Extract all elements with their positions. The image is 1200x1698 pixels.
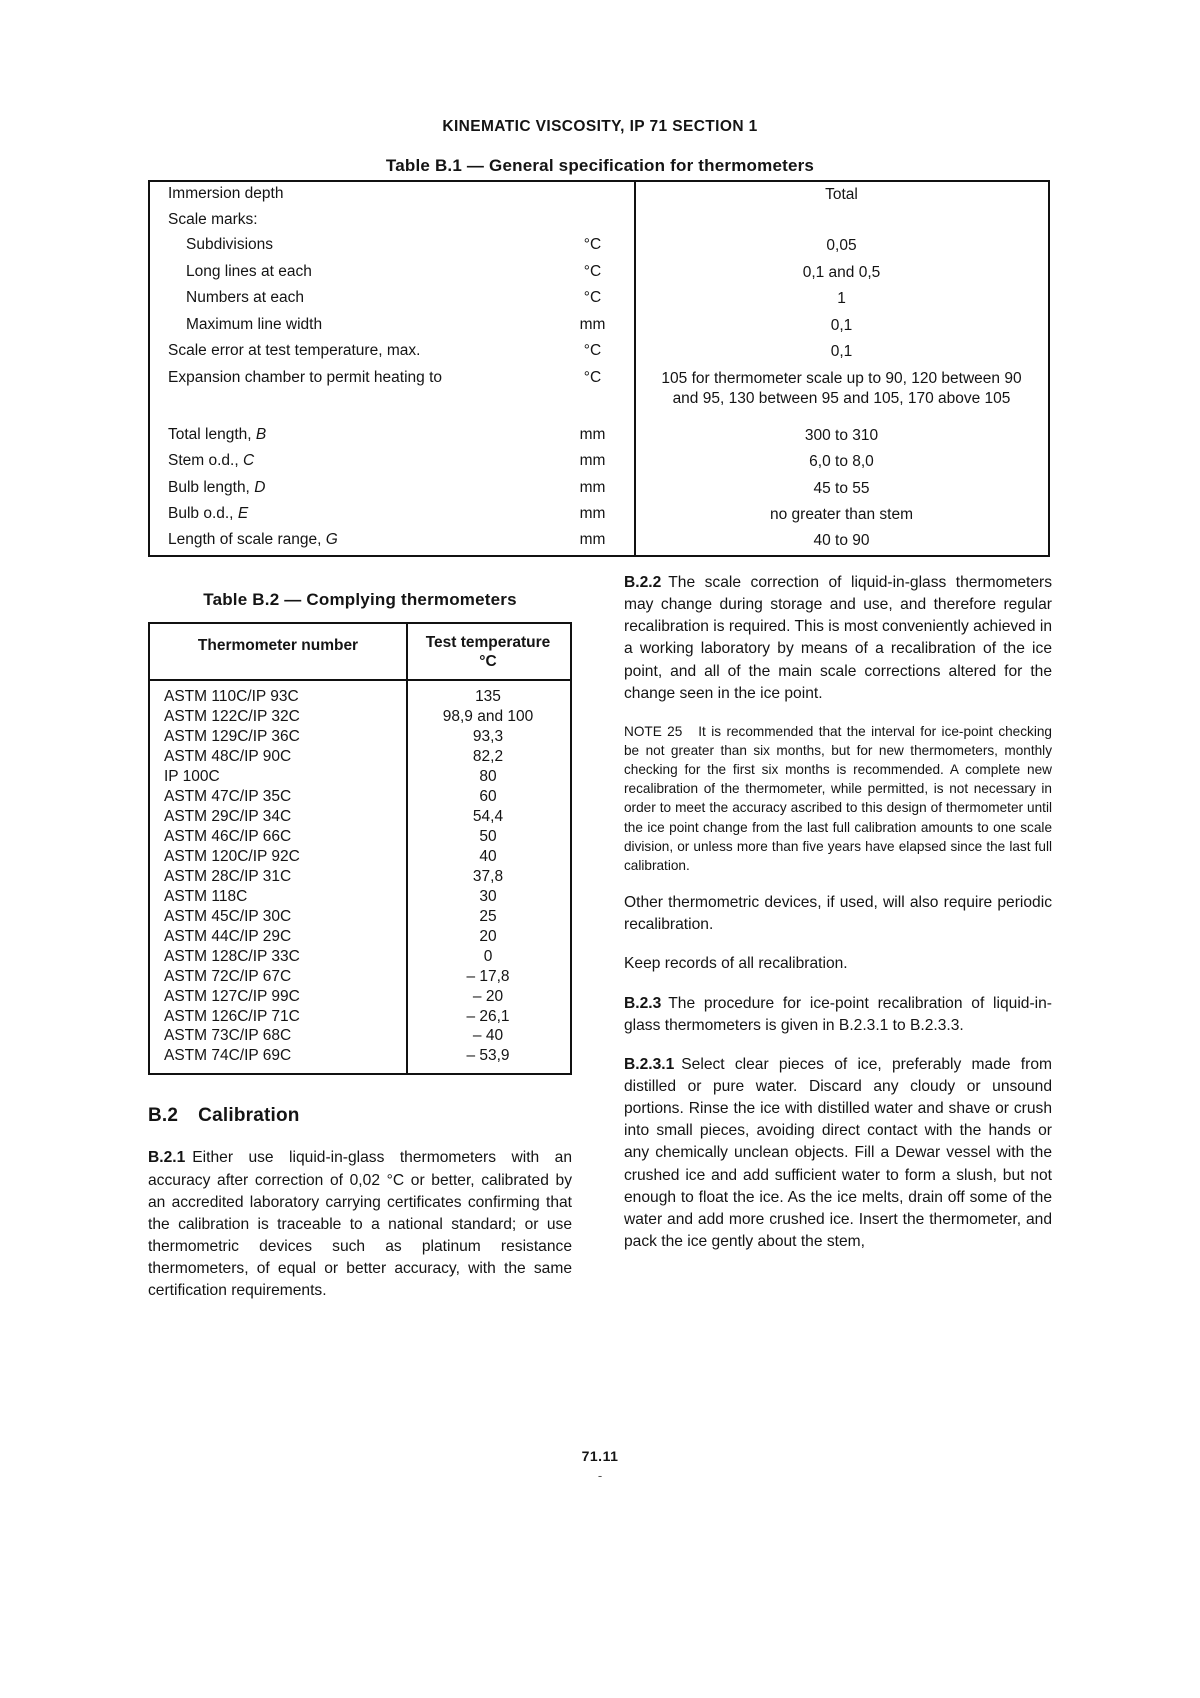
table-b1-label: Scale error at test temperature, max. bbox=[168, 342, 421, 360]
table-row bbox=[150, 1007, 570, 1027]
table-b1-unit bbox=[550, 208, 635, 214]
paragraph-b22 bbox=[624, 572, 1052, 705]
note-25 bbox=[624, 722, 1052, 875]
section-number: B.2 bbox=[148, 1105, 179, 1127]
table-b1-label-text: Stem o.d., bbox=[168, 452, 239, 470]
thermometer-number: ASTM 122C/IP 32C bbox=[164, 707, 300, 725]
thermometer-number: ASTM 74C/IP 69C bbox=[164, 1047, 292, 1065]
table-row bbox=[150, 927, 570, 947]
table-row bbox=[150, 366, 1048, 413]
thermometer-number: ASTM 73C/IP 68C bbox=[164, 1027, 292, 1045]
test-temperature: 37,8 bbox=[472, 867, 504, 885]
thermometer-number: ASTM 28C/IP 31C bbox=[164, 867, 292, 885]
test-temperature: 0 bbox=[483, 947, 493, 965]
table-row bbox=[150, 423, 1048, 449]
table-b1-symbol: G bbox=[325, 531, 338, 549]
table-b1-value: 1 bbox=[837, 290, 846, 308]
table-b1-value: 40 to 90 bbox=[813, 532, 870, 550]
table-b1-value: 6,0 to 8,0 bbox=[809, 453, 874, 471]
table-row bbox=[150, 687, 570, 707]
table-row bbox=[150, 1026, 570, 1046]
table-b1-unit: mm bbox=[579, 315, 606, 333]
table-b2-body bbox=[150, 681, 570, 1074]
table-b1-unit: °C bbox=[583, 342, 602, 360]
test-temperature: 135 bbox=[475, 687, 501, 705]
table-b2-header-temperature-line1: Test temperature bbox=[425, 634, 551, 651]
table-row bbox=[150, 339, 1048, 365]
table-row bbox=[150, 1046, 570, 1066]
thermometer-number: ASTM 118C bbox=[164, 887, 248, 905]
table-row bbox=[150, 847, 570, 867]
table-b1-caption: Table B.1 — General specification for thermometers bbox=[385, 156, 815, 175]
table-row bbox=[150, 727, 570, 747]
table-b2-header-temperature bbox=[406, 624, 570, 679]
thermometer-number: ASTM 48C/IP 90C bbox=[164, 747, 292, 765]
table-row bbox=[150, 767, 570, 787]
table-b1-label-text: Bulb length, bbox=[168, 478, 250, 496]
table-row bbox=[150, 987, 570, 1007]
table-row bbox=[150, 182, 1048, 208]
table-row bbox=[150, 313, 1048, 339]
thermometer-number: ASTM 46C/IP 66C bbox=[164, 827, 292, 845]
table-b1-unit: °C bbox=[583, 262, 602, 280]
paragraph-b21 bbox=[148, 1147, 572, 1302]
thermometer-number: ASTM 110C/IP 93C bbox=[164, 687, 299, 705]
table-row bbox=[150, 787, 570, 807]
table-row bbox=[150, 528, 1048, 554]
table-b1-label bbox=[150, 502, 550, 526]
table-row bbox=[150, 747, 570, 767]
table-b1-label: Maximum line width bbox=[186, 315, 323, 333]
test-temperature: – 20 bbox=[472, 987, 504, 1005]
left-column bbox=[148, 590, 572, 1319]
test-temperature: 30 bbox=[479, 887, 497, 905]
paragraph-b23-lead: B.2.3 bbox=[624, 994, 662, 1012]
table-row bbox=[150, 208, 1048, 233]
table-b1-value: no greater than stem bbox=[769, 505, 914, 523]
thermometer-number: ASTM 127C/IP 99C bbox=[164, 987, 300, 1005]
test-temperature: 93,3 bbox=[472, 727, 504, 745]
test-temperature: – 53,9 bbox=[466, 1047, 510, 1065]
test-temperature: 80 bbox=[479, 767, 497, 785]
table-b2 bbox=[148, 622, 572, 1075]
table-b2-vertical-rule bbox=[406, 624, 408, 1073]
table-b2-header-temperature-unit: °C bbox=[479, 653, 497, 671]
section-heading-b2 bbox=[148, 1105, 572, 1127]
table-b1-value: 0,05 bbox=[826, 237, 857, 255]
table-b1-value: 0,1 bbox=[830, 316, 853, 334]
paragraph-other-devices: Other thermometric devices, if used, will also require periodic recalibration. bbox=[624, 894, 1052, 934]
footer-mark: - bbox=[597, 1468, 603, 1483]
table-b1-unit: °C bbox=[583, 368, 602, 386]
paragraph-b21-text: Either use liquid-in-glass thermometers with an accuracy after correction of 0,02 °C or better, calibrated by an accredited laboratory carrying certificates confirming that the calibration is traceable to a national standard; or use thermometric devices such as platinum resistance thermometers, of equal or better accuracy, with the same certification requirements. bbox=[148, 1149, 572, 1300]
table-b1-unit: °C bbox=[583, 289, 602, 307]
table-row bbox=[150, 887, 570, 907]
table-row bbox=[150, 867, 570, 887]
test-temperature: 40 bbox=[479, 847, 497, 865]
test-temperature: – 26,1 bbox=[466, 1007, 510, 1025]
paragraph-b22-lead: B.2.2 bbox=[624, 574, 662, 591]
test-temperature: – 17,8 bbox=[466, 967, 510, 985]
test-temperature: 20 bbox=[479, 927, 497, 945]
table-b1-label bbox=[150, 423, 550, 447]
test-temperature: 82,2 bbox=[472, 747, 504, 765]
table-b1-symbol: E bbox=[237, 504, 249, 522]
table-b1-label bbox=[150, 528, 550, 552]
table-row bbox=[150, 286, 1048, 312]
page-number: 71.11 bbox=[581, 1448, 619, 1464]
table-b1-label bbox=[150, 449, 550, 473]
table-b1-spacer bbox=[150, 413, 1048, 423]
table-b1-value: 45 to 55 bbox=[813, 479, 870, 497]
table-b1-label: Expansion chamber to permit heating to bbox=[168, 368, 442, 386]
table-b1-unit bbox=[550, 182, 635, 188]
table-b2-header-thermometer: Thermometer number bbox=[197, 637, 359, 654]
table-b1-unit: mm bbox=[579, 478, 606, 496]
thermometer-number: ASTM 44C/IP 29C bbox=[164, 927, 292, 945]
paragraph-b21-lead: B.2.1 bbox=[148, 1149, 186, 1167]
table-b1-label: Immersion depth bbox=[168, 185, 284, 202]
table-b1-symbol: D bbox=[254, 478, 266, 496]
table-b1-value: Total bbox=[825, 186, 858, 203]
thermometer-number: IP 100C bbox=[164, 767, 220, 785]
table-row bbox=[150, 707, 570, 727]
thermometer-number: ASTM 129C/IP 36C bbox=[164, 727, 300, 745]
test-temperature: 25 bbox=[479, 907, 497, 925]
test-temperature: 60 bbox=[479, 787, 497, 805]
table-row bbox=[150, 260, 1048, 286]
paragraph-b23-text: The procedure for ice-point recalibration of liquid-in-glass thermometers is given in B.2.3.1 to B.2.3.3. bbox=[624, 994, 1052, 1034]
table-b2-header bbox=[150, 624, 570, 681]
table-b1-label-text: Total length, bbox=[168, 425, 252, 443]
table-b1-value: 105 for thermometer scale up to 90, 120 between 90 and 95, 130 between 95 and 105, 170 above 105 bbox=[661, 369, 1022, 408]
table-b1-value: 0,1 bbox=[830, 343, 853, 361]
note-25-lead: NOTE 25 bbox=[624, 723, 683, 739]
paragraph-keep-records: Keep records of all recalibration. bbox=[624, 955, 848, 973]
table-b1-label: Numbers at each bbox=[186, 289, 305, 307]
table-row bbox=[150, 807, 570, 827]
table-b1-label: Subdivisions bbox=[186, 236, 274, 254]
table-row bbox=[150, 967, 570, 987]
test-temperature: 98,9 and 100 bbox=[442, 707, 534, 725]
table-b1-symbol: B bbox=[255, 425, 267, 443]
section-title: Calibration bbox=[198, 1105, 300, 1127]
table-b1-grid bbox=[150, 182, 1048, 555]
table-row bbox=[150, 449, 1048, 475]
table-b1-vertical-rule bbox=[634, 182, 636, 555]
table-b1-unit: mm bbox=[579, 425, 606, 443]
table-b1-unit: mm bbox=[579, 504, 606, 522]
thermometer-number: ASTM 29C/IP 34C bbox=[164, 807, 292, 825]
table-b1-symbol: C bbox=[242, 452, 255, 470]
note-25-text: It is recommended that the interval for ice-point checking be not greater than six months, but for new thermometers, monthly checking for the first six months is recommended. A complete new recalibration of the thermometer, while permitted, is not necessary in order to meet the accuracy ascribed to this design of thermometer until the ice point change from the last full calibration amounts to one scale division, or unless more than five years have elapsed since the last full calibration. bbox=[624, 723, 1052, 873]
table-row bbox=[150, 233, 1048, 259]
thermometer-number: ASTM 47C/IP 35C bbox=[164, 787, 292, 805]
table-b1-label-text: Bulb o.d., bbox=[168, 504, 234, 522]
right-column bbox=[624, 572, 1052, 1270]
test-temperature: – 40 bbox=[472, 1027, 504, 1045]
table-row bbox=[150, 827, 570, 847]
thermometer-number: ASTM 126C/IP 71C bbox=[164, 1007, 300, 1025]
table-b1-unit: mm bbox=[579, 531, 606, 549]
table-b1-unit: °C bbox=[583, 236, 602, 254]
table-b1-label bbox=[150, 476, 550, 500]
thermometer-number: ASTM 120C/IP 92C bbox=[164, 847, 300, 865]
paragraph-b231 bbox=[624, 1054, 1052, 1253]
paragraph-b231-lead: B.2.3.1 bbox=[624, 1055, 675, 1073]
paragraph-b22-text: The scale correction of liquid-in-glass thermometers may change during storage and use, and therefore regular recalibration is required. This is most conveniently achieved in a working laboratory by means of a recalibration of the ice point, and all of the main scale corrections altered for the change seen in the ice point. bbox=[624, 574, 1052, 702]
table-b1 bbox=[148, 180, 1050, 557]
paragraph-b231-text: Select clear pieces of ice, preferably made from distilled or pure water. Discard any cloudy or unsound portions. Rinse the ice with distilled water and shave or crush into small pieces, avoiding direct contact with the hands or any chemically unclean objects. Fill a Dewar vessel with the crushed ice and add sufficient water to form a slush, but not enough to float the ice. As the ice melts, drain off some of the water and add more crushed ice. Insert the thermometer, and pack the ice gently about the stem, bbox=[624, 1055, 1052, 1250]
test-temperature: 50 bbox=[479, 827, 497, 845]
table-row bbox=[150, 907, 570, 927]
table-row bbox=[150, 502, 1048, 528]
running-head: KINEMATIC VISCOSITY, IP 71 SECTION 1 bbox=[442, 118, 758, 135]
table-b1-value: 300 to 310 bbox=[804, 426, 879, 444]
thermometer-number: ASTM 45C/IP 30C bbox=[164, 907, 292, 925]
table-b1-label-text: Length of scale range, bbox=[168, 531, 322, 549]
table-b1-unit: mm bbox=[579, 452, 606, 470]
table-row bbox=[150, 947, 570, 967]
table-b2-caption: Table B.2 — Complying thermometers bbox=[203, 590, 517, 609]
paragraph-b23 bbox=[624, 993, 1052, 1037]
thermometer-number: ASTM 128C/IP 33C bbox=[164, 947, 300, 965]
test-temperature: 54,4 bbox=[472, 807, 504, 825]
thermometer-number: ASTM 72C/IP 67C bbox=[164, 967, 292, 985]
table-b1-value bbox=[635, 208, 1048, 214]
table-b1-label: Scale marks: bbox=[168, 211, 258, 229]
table-row bbox=[150, 476, 1048, 502]
table-b1-value: 0,1 and 0,5 bbox=[802, 263, 881, 281]
table-b1-label: Long lines at each bbox=[186, 262, 312, 280]
